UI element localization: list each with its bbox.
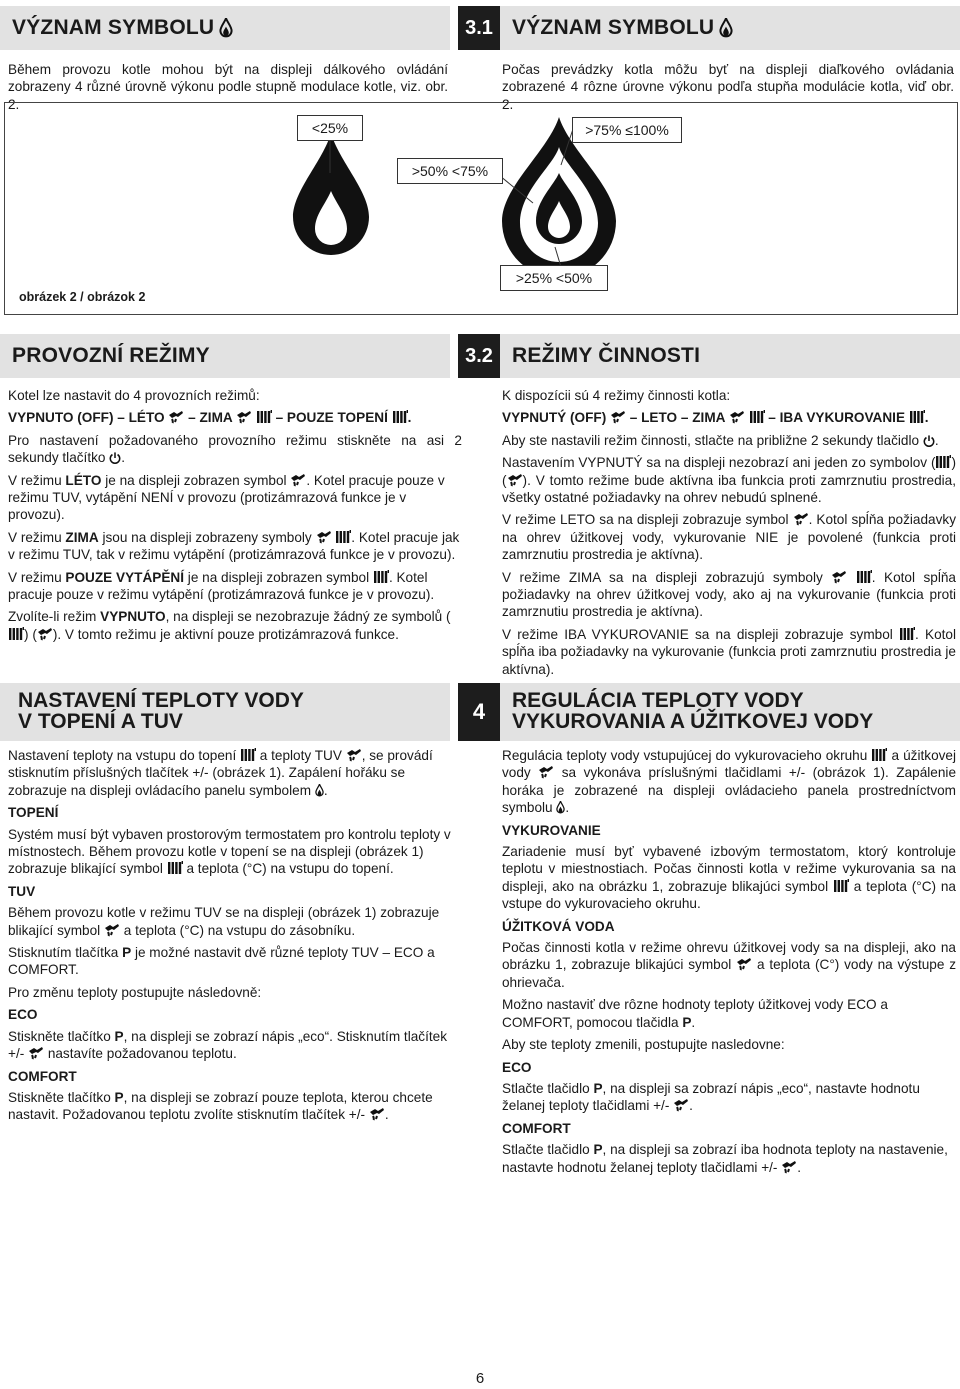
paragraph xyxy=(8,608,462,643)
text: je na displeji zobrazen symbol xyxy=(187,569,370,585)
radiator-icon xyxy=(909,410,925,424)
subheading-vykurovanie: VYKUROVANIE xyxy=(502,822,601,838)
tap-icon xyxy=(610,410,626,424)
paren: ) xyxy=(951,455,957,471)
text: V režimu xyxy=(8,529,62,545)
modes-cz xyxy=(8,387,462,648)
tap-icon xyxy=(28,1046,44,1060)
tap-icon xyxy=(290,473,306,487)
text: Stlačte tlačidlo xyxy=(502,1080,590,1096)
paren: ) xyxy=(522,472,528,488)
text: Počas činnosti kotla v režime ohrevu úžitkovej vody sa na displeji, ako na obrázku 1, zobrazuje blikajúci symbol xyxy=(502,940,956,973)
tap-icon xyxy=(369,1107,385,1121)
text: sa vykonáva príslušnými tlačidlami +/- (obrázok 1). Zapálenie horáka je zobrazené na displeji ovládacieho panela prostredníctvom symbolu xyxy=(502,765,957,816)
text: . Kotol spĺňa požiadavky na ohrev úžitkovej vody, vykurovanie NIE je povolené (funkcia proti zamrznutiu prostredia je aktívna). xyxy=(502,512,956,563)
paragraph xyxy=(502,939,956,991)
tap-icon xyxy=(236,410,252,424)
tap-icon xyxy=(729,410,745,424)
paren: ( xyxy=(445,609,451,625)
subheading-comfort: COMFORT xyxy=(502,1120,571,1136)
figure-2 xyxy=(4,102,958,315)
text: , na displeji se zobrazí pouze teplota, kterou chcete nastavit. Požadovanou teplotu zvolíte stisknutím tlačítek +/- xyxy=(8,1089,433,1123)
radiator-icon xyxy=(871,748,887,762)
radiator-icon xyxy=(392,410,408,424)
paren: ) xyxy=(24,626,29,642)
heading-rezimy-cinnosti xyxy=(500,334,960,378)
text: Nastavení teploty na vstupu do topení xyxy=(8,748,237,763)
paragraph xyxy=(8,1028,462,1063)
text: Zariadenie musí byť vybavené izbovým termostatom, ktorý kontroluje teplotu v miestnostiach. Počas činnosti kotla v režime vykurovania sa na displeji, ako na obrázku 1, zobrazuje blikajúci symbol xyxy=(502,844,956,894)
paragraph xyxy=(502,432,956,449)
tap-icon xyxy=(168,410,184,424)
p-button-glyph: P xyxy=(593,1142,603,1158)
figure-leader-lines xyxy=(5,103,959,316)
text: Zvolíte-li režim xyxy=(8,609,97,625)
dot: . xyxy=(565,800,570,816)
paragraph xyxy=(8,826,462,878)
text: a úžitkovej vody xyxy=(502,748,957,781)
text: V režime ZIMA sa na displeji zobrazujú symboly xyxy=(502,569,823,585)
subheading-topeni: TOPENÍ xyxy=(8,805,59,821)
paragraph xyxy=(502,1080,956,1115)
radiator-icon xyxy=(899,627,915,641)
heading-vyznam-symbolu-sk xyxy=(500,6,960,50)
paragraph xyxy=(502,843,956,913)
heading-text: PROVOZNÍ REŽIMY xyxy=(12,344,210,367)
heading-text: VÝZNAM SYMBOLU xyxy=(512,16,715,39)
dot: . xyxy=(407,410,412,426)
radiator-icon xyxy=(856,570,872,584)
radiator-icon xyxy=(749,410,765,424)
paragraph xyxy=(502,511,956,563)
paren: ) xyxy=(52,626,58,642)
power-icon xyxy=(109,452,121,464)
heading-regulacia-teploty xyxy=(500,683,960,741)
dot: . xyxy=(121,450,126,466)
text: . V tomto režime bude aktívna iba funkcia proti zamrznutiu prostredia, všetky ostatné požiadavky na ohrev nebudú splnené. xyxy=(502,472,956,506)
text: Systém musí být vybaven prostorovým termostatem pro kontrolu teploty v místnostech. Během provozu kotle v topení se na displeji (obrázek 1) zobrazuje blikající symbol xyxy=(8,826,451,877)
tap-icon xyxy=(831,570,847,584)
heading-line-1: REGULÁCIA TEPLOTY VODY xyxy=(512,689,804,712)
p-button-glyph: P xyxy=(114,1089,124,1105)
label-25-50: >25% <50% xyxy=(500,265,608,291)
tap-icon xyxy=(793,512,809,526)
paragraph: K dispozícii sú 4 režimy činnosti kotla: xyxy=(502,388,731,403)
label-50-75: >50% <75% xyxy=(397,158,503,184)
text: ZIMA xyxy=(65,529,99,545)
temp-cz xyxy=(8,747,462,1129)
subheading-eco: ECO xyxy=(8,1007,38,1023)
section-number: 3.2 xyxy=(458,334,500,378)
modes-list xyxy=(502,409,956,426)
text: Stlačte tlačidlo xyxy=(502,1142,590,1158)
text: nastavíte požadovanou teplotu. xyxy=(47,1046,237,1062)
heading-vyznam-symbolu-cz xyxy=(0,6,450,50)
paragraph: Aby ste teploty zmenili, postupujte nasledovne: xyxy=(502,1037,785,1053)
text: – POUZE TOPENÍ xyxy=(275,410,388,426)
text: Možno nastaviť dve rôzne hodnoty teploty úžitkovej vody ECO a COMFORT, pomocou tlačidla xyxy=(502,997,888,1030)
radiator-icon xyxy=(335,530,351,544)
paragraph xyxy=(8,904,462,939)
flame-icon xyxy=(719,18,733,38)
intro-sk: Počas prevádzky kotla môžu byť na displeji diaľkového ovládania zobrazené 4 rôzne úrovne výkonu podľa stupňa modulácie kotla, viď obr. 2. xyxy=(502,62,954,112)
paragraph xyxy=(8,432,462,467)
text: je možné nastavit dvě různé teploty TUV – ECO a COMFORT. xyxy=(8,945,435,978)
text: Aby ste nastavili režim činnosti, stlačte na približne 2 sekundy tlačidlo xyxy=(502,432,920,448)
text: , se provádí stisknutím příslušných tlačítek +/- (obrázek 1). Zapálení hořáku se zobrazuje na displeji ovládacího panelu symbolem xyxy=(8,748,433,798)
paragraph xyxy=(8,569,462,604)
tap-icon xyxy=(781,1160,797,1174)
text: Nastavením VYPNUTÝ sa na displeji nezobrazí ani jeden zo symbolov xyxy=(502,455,928,471)
text: V režimu xyxy=(8,472,62,488)
radiator-icon xyxy=(8,627,24,641)
paren: ( xyxy=(930,455,936,471)
text: V režime LETO sa na displeji zobrazuje symbol xyxy=(502,512,789,528)
subheading-uzitkova-voda: ÚŽITKOVÁ VODA xyxy=(502,918,615,934)
text: Regulácia teploty vody vstupujúcej do vykurovacieho okruhu xyxy=(502,748,868,763)
subheading-eco: ECO xyxy=(502,1059,532,1075)
p-button-glyph: P xyxy=(114,1028,124,1044)
modes-sk xyxy=(502,387,956,683)
temp-sk xyxy=(502,747,956,1181)
section-number: 3.1 xyxy=(458,6,500,50)
heading-provozni-rezimy xyxy=(0,334,450,378)
text: . Kotol spĺňa iba požiadavky na vykurovanie (funkcia proti zamrznutiu prostredia je aktívna). xyxy=(502,626,956,677)
flame-icon xyxy=(219,18,233,38)
p-button-glyph: P xyxy=(122,945,132,961)
text: . Kotel pracuje jak v režimu TUV, tak v režimu vytápění (protizámrazová funkce je v provozu). xyxy=(8,529,460,563)
paren: ( xyxy=(32,626,37,642)
radiator-icon xyxy=(240,748,256,762)
heading-nastaveni-teploty xyxy=(0,683,450,741)
dot: . xyxy=(691,1014,696,1030)
figure-caption: obrázek 2 / obrázok 2 xyxy=(19,290,146,304)
text: VYPNUTO xyxy=(100,609,166,625)
subheading-tuv: TUV xyxy=(8,883,36,899)
radiator-icon xyxy=(167,861,183,875)
radiator-icon xyxy=(256,410,272,424)
dot: . xyxy=(323,782,328,798)
section-number: 4 xyxy=(458,683,500,741)
flame-icon xyxy=(315,784,324,797)
text: – ZIMA xyxy=(188,410,233,426)
tap-icon xyxy=(507,473,523,487)
page-number: 6 xyxy=(475,1370,485,1387)
text: , na displeji se zobrazí nápis „eco“. Stisknutím tlačítek +/- xyxy=(8,1028,447,1062)
text: a teplota (°C) na vstupu do topení. xyxy=(186,861,394,877)
text: . V tomto režimu je aktivní pouze protizámrazová funkce. xyxy=(57,626,399,642)
p-button-glyph: P xyxy=(682,1014,692,1030)
radiator-icon xyxy=(373,570,389,584)
heading-text: VÝZNAM SYMBOLU xyxy=(12,16,215,39)
heading-line-2: VYKUROVANIA A ÚŽITKOVEJ VODY xyxy=(512,710,874,733)
paragraph xyxy=(502,626,956,678)
paragraph xyxy=(502,569,956,621)
text: . Kotel pracuje pouze v režimu vytápění (protizámrazová funkce je v provozu). xyxy=(8,569,435,603)
text: – IBA VYKUROVANIE xyxy=(768,410,906,426)
heading-line-2: V TOPENÍ A TUV xyxy=(18,710,183,733)
text: POUZE VYTÁPĚNÍ xyxy=(65,569,185,585)
heading-line-1: NASTAVENÍ TEPLOTY VODY xyxy=(18,689,304,712)
tap-icon xyxy=(104,923,120,937)
text: – LETO – ZIMA xyxy=(629,410,725,426)
paragraph xyxy=(8,1089,462,1124)
dot: . xyxy=(689,1098,693,1114)
p-button-glyph: P xyxy=(593,1080,603,1096)
tap-icon xyxy=(673,1098,689,1112)
dot: . xyxy=(924,410,929,426)
text: . Kotel pracuje pouze v režimu TUV, vytápění NENÍ v provozu (protizámrazová funkce je v provozu). xyxy=(8,472,445,523)
text: V režimu xyxy=(8,569,62,585)
paragraph xyxy=(8,472,462,524)
radiator-icon xyxy=(833,879,849,893)
dot: . xyxy=(934,432,939,448)
text: Pro nastavení požadovaného provozního režimu stiskněte na asi 2 sekundy tlačítko xyxy=(8,432,462,466)
subheading-comfort: COMFORT xyxy=(8,1068,77,1084)
label-lt25: <25% xyxy=(297,115,363,141)
text: a teploty TUV xyxy=(259,748,342,763)
tap-icon xyxy=(538,765,554,779)
paragraph xyxy=(502,454,956,506)
tap-icon xyxy=(37,627,53,641)
text: . Kotol spĺňa požiadavky na ohrev úžitkovej vody, ako aj na vykurovanie (funkcia proti zamrznutiu prostredia je aktívna). xyxy=(502,569,956,620)
text: a teplota (°C) na vstupe do vykurovacieho okruhu. xyxy=(502,878,956,912)
power-icon xyxy=(923,435,935,447)
text: Stiskněte tlačítko xyxy=(8,1089,111,1105)
paragraph xyxy=(8,529,462,564)
text: VYPNUTO (OFF) – LÉTO xyxy=(8,410,165,426)
paragraph xyxy=(502,1141,956,1176)
dot: . xyxy=(797,1159,802,1175)
paragraph: Kotel lze nastavit do 4 provozních režimů: xyxy=(8,388,260,403)
text: , na displeji se nezobrazuje žádný ze symbolů xyxy=(165,609,443,625)
tap-icon xyxy=(316,530,332,544)
paragraph xyxy=(502,996,956,1031)
modes-list xyxy=(8,409,462,426)
text: je na displeji zobrazen symbol xyxy=(105,472,287,488)
text: LÉTO xyxy=(65,472,102,488)
text: Stiskněte tlačítko xyxy=(8,1028,111,1044)
label-75-100: >75% ≤100% xyxy=(572,117,682,143)
text: jsou na displeji zobrazeny symboly xyxy=(102,529,312,545)
dot: . xyxy=(384,1107,389,1123)
paren: ( xyxy=(502,472,507,488)
tap-icon xyxy=(736,957,752,971)
text: , na displeji sa zobrazí nápis „eco“, nastavte hodnotu želanej teploty tlačidlami +/- xyxy=(502,1080,920,1114)
text: a teplota (°C) na vstupu do zásobníku. xyxy=(123,922,356,938)
text: V režime IBA VYKUROVANIE sa na displeji zobrazuje symbol xyxy=(502,626,893,642)
tap-icon xyxy=(346,748,362,762)
text: Během provozu kotle v režimu TUV se na displeji (obrázek 1) zobrazuje blikající symbol xyxy=(8,905,440,938)
paragraph xyxy=(502,747,956,817)
text: VYPNUTÝ (OFF) xyxy=(502,410,607,426)
paragraph: Pro změnu teploty postupujte následovně: xyxy=(8,984,262,1000)
paragraph xyxy=(8,747,462,799)
paragraph xyxy=(8,944,462,979)
text: a teplota (C°) vody na výstupe z ohrievača. xyxy=(502,957,957,990)
text: Stisknutím tlačítka xyxy=(8,945,119,961)
radiator-icon xyxy=(935,455,951,469)
text: , na displeji sa zobrazí iba hodnota teploty na nastavenie, nastavte hodnotu želanej teploty tlačidlami +/- xyxy=(502,1142,948,1175)
intro-cz: Během provozu kotle mohou být na displeji dálkového ovládání zobrazeny 4 různé úrovně výkonu podle stupně modulace kotle, viz. obr. 2. xyxy=(8,62,448,112)
heading-text: REŽIMY ČINNOSTI xyxy=(512,344,701,367)
